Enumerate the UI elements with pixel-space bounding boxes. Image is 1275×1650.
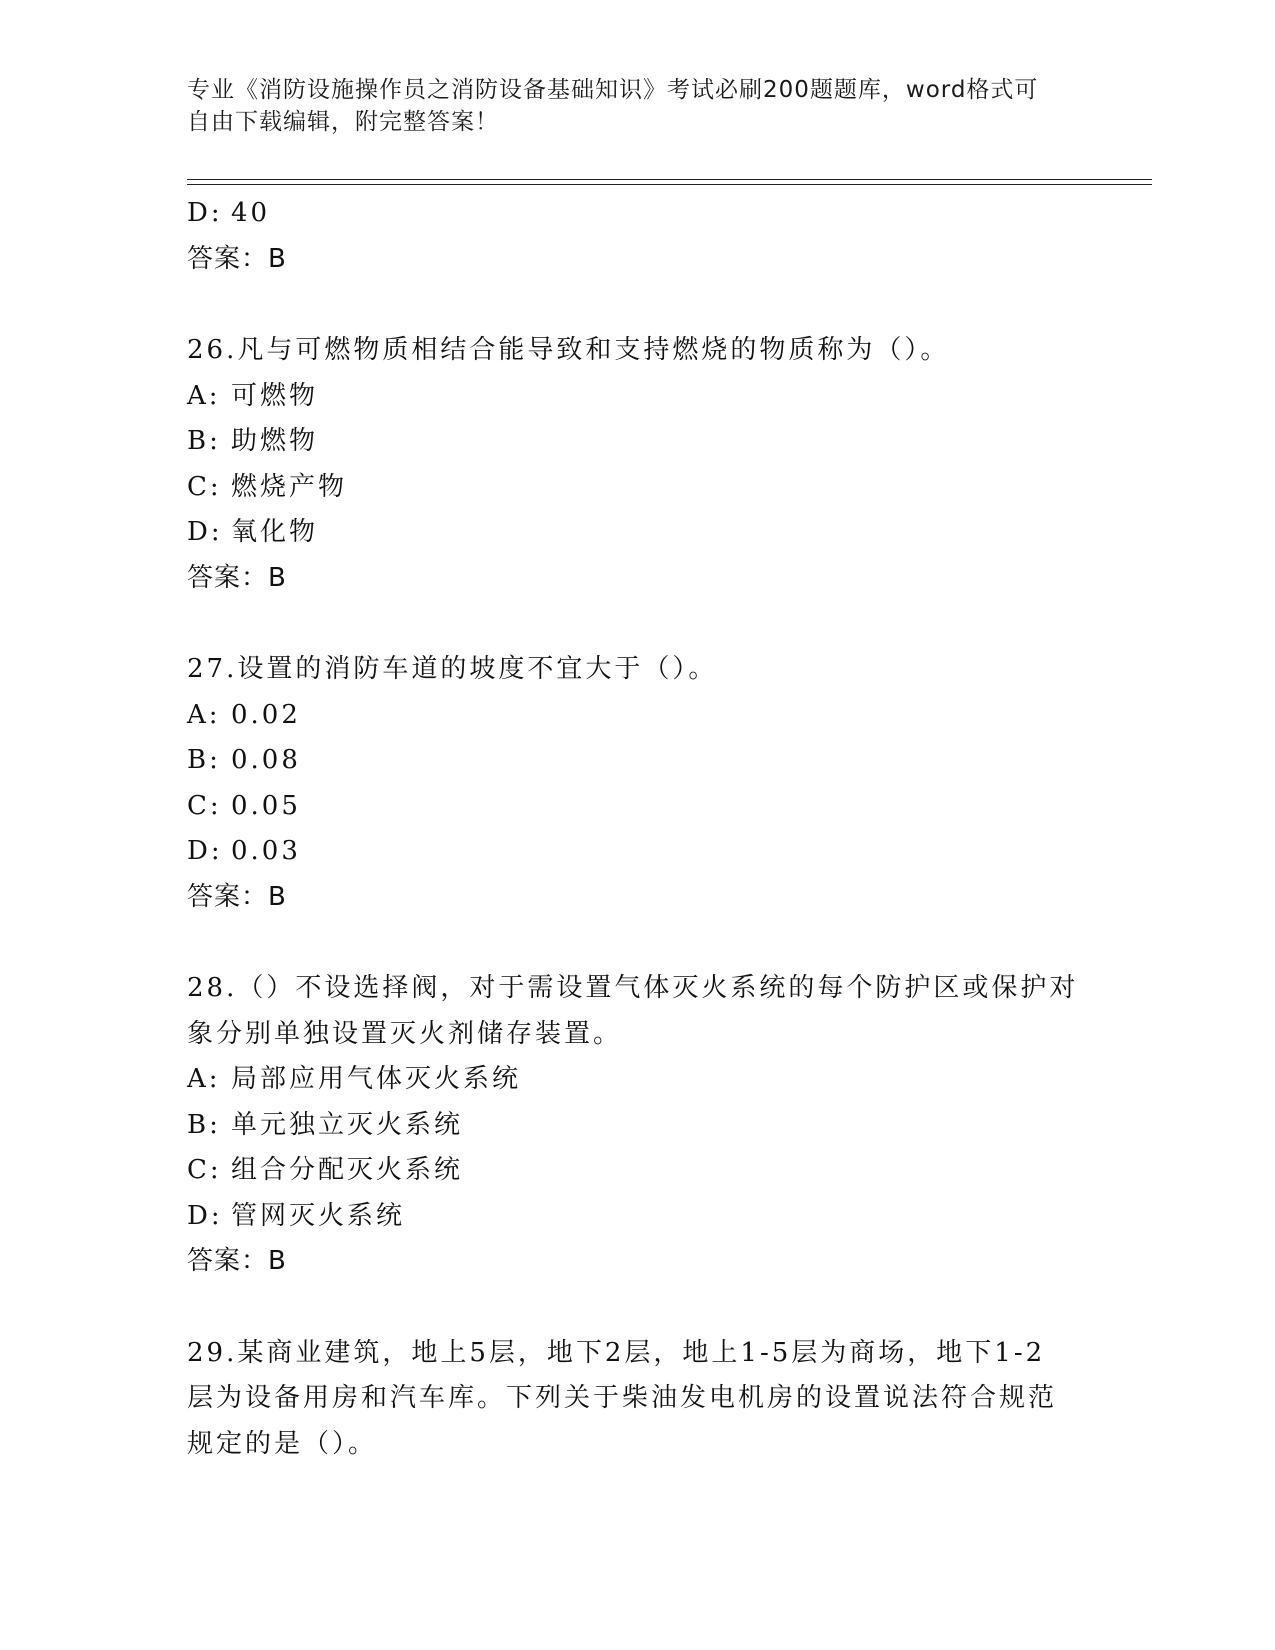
option-label: D: — [187, 198, 223, 228]
option-label: C: — [187, 1155, 222, 1185]
option-text: 助燃物 — [231, 426, 319, 456]
option-text: 0.03 — [231, 836, 301, 866]
question-text-continued: 象分别单独设置灭火剂储存装置。 — [187, 1018, 623, 1049]
option-label: B: — [187, 426, 221, 456]
option-text: 40 — [231, 198, 271, 228]
question-text: 29.某商业建筑，地上5层，地下2层，地上1-5层为商场，地下1-2 — [187, 1337, 1046, 1368]
option-label: D: — [187, 1200, 223, 1231]
option-d — [187, 191, 1087, 237]
option-label: A: — [187, 380, 221, 411]
option-label: D: — [187, 836, 223, 866]
question-text: 28.（）不设选择阀，对于需设置气体灭火系统的每个防护区或保护对 — [187, 973, 1079, 1003]
option-label: C: — [187, 471, 222, 502]
question-text: 26.凡与可燃物质相结合能导致和支持燃烧的物质称为（）。 — [187, 335, 950, 365]
question-content — [187, 191, 1087, 1467]
option-text: 燃烧产物 — [231, 471, 348, 502]
option-text: 可燃物 — [231, 380, 319, 411]
header-line-1: 专业《消防设施操作员之消防设备基础知识》考试必刷200题题库，word格式可 — [187, 77, 1039, 103]
header-rule-bottom — [187, 184, 1152, 185]
answer-line: 答案：B — [187, 1246, 287, 1276]
option-text: 管网灭火系统 — [231, 1200, 406, 1231]
option-c — [187, 1148, 1087, 1194]
option-text: 0.08 — [231, 745, 301, 775]
option-text: 单元独立灭火系统 — [231, 1109, 464, 1140]
option-label: A: — [187, 1064, 221, 1094]
option-d — [187, 829, 1087, 875]
question-text-continued: 规定的是（）。 — [187, 1428, 378, 1459]
option-b — [187, 738, 1087, 784]
question-text-continued: 层为设备用房和汽车库。下列关于柴油发电机房的设置说法符合规范 — [187, 1383, 1058, 1413]
question-text: 27.设置的消防车道的坡度不宜大于（）。 — [187, 654, 718, 684]
option-c — [187, 784, 1087, 830]
option-a — [187, 374, 1087, 420]
option-text: 0.05 — [231, 790, 301, 821]
page-header — [187, 74, 1067, 138]
option-label: D: — [187, 517, 223, 547]
option-label: B: — [187, 745, 221, 775]
option-b — [187, 1103, 1087, 1149]
option-text: 组合分配灭火系统 — [231, 1155, 464, 1185]
option-a — [187, 1057, 1087, 1103]
option-text: 氧化物 — [231, 517, 319, 547]
option-label: A: — [187, 699, 221, 730]
header-line-2: 自由下载编辑，附完整答案！ — [187, 109, 499, 135]
option-text: 0.02 — [231, 699, 301, 730]
answer-line: 答案：B — [187, 562, 287, 593]
option-c — [187, 465, 1087, 511]
option-d — [187, 510, 1087, 556]
option-a — [187, 693, 1087, 739]
answer-line: 答案：B — [187, 243, 287, 274]
option-d — [187, 1194, 1087, 1240]
answer-line: 答案：B — [187, 881, 287, 912]
option-label: B: — [187, 1109, 221, 1140]
option-b — [187, 419, 1087, 465]
header-rule-top — [187, 179, 1152, 180]
option-text: 局部应用气体灭火系统 — [231, 1064, 522, 1094]
option-label: C: — [187, 790, 222, 821]
